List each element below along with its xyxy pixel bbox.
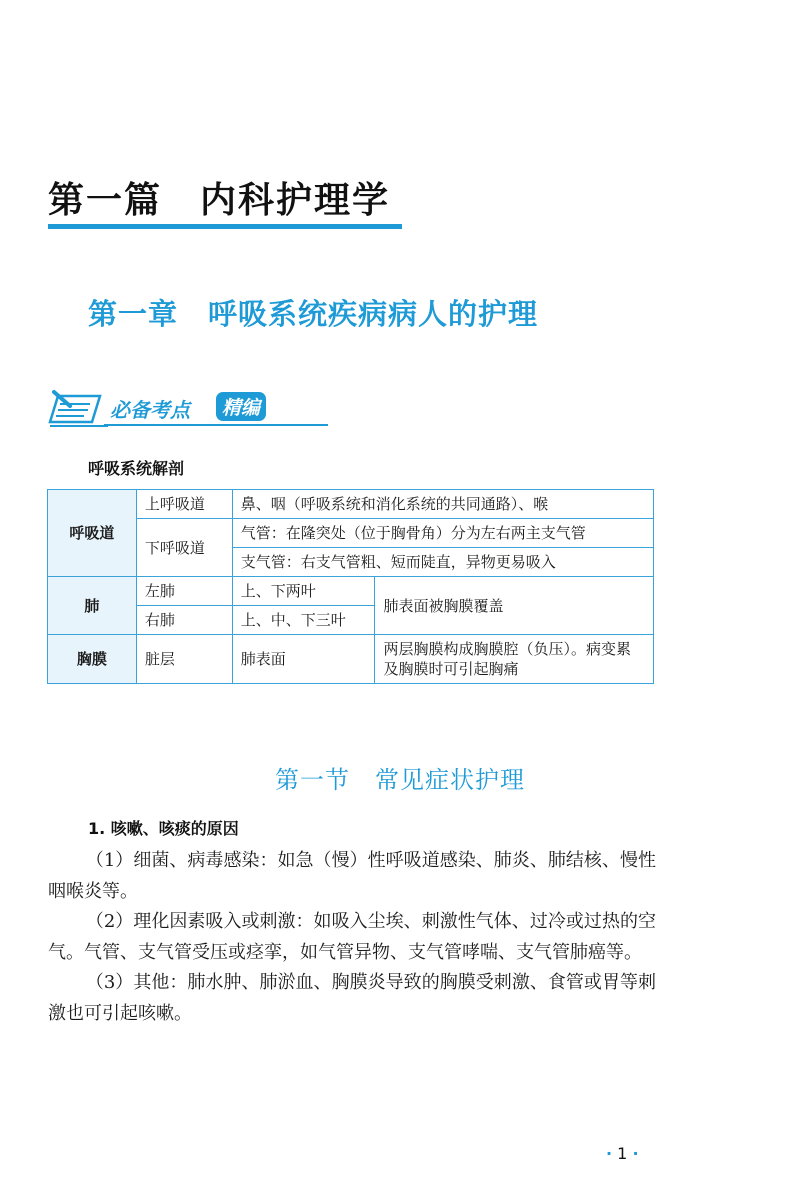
cell-trachea-desc: 气管：在隆突处（位于胸骨角）分为左右两主支气管	[232, 519, 653, 548]
note-pencil-icon	[48, 388, 110, 432]
banner-badge: 精编	[216, 392, 266, 421]
page-dot-left: ·	[606, 1144, 613, 1163]
table-row	[48, 490, 654, 519]
paragraph: （3）其他：肺水肿、肺淤血、胸膜炎导致的胸膜受刺激、食管或胃等刺激也可引起咳嗽。	[48, 972, 656, 1024]
row-head-airway: 呼吸道	[48, 490, 137, 577]
paragraph: （1）细菌、病毒感染：如急（慢）性呼吸道感染、肺炎、肺结核、慢性咽喉炎等。	[48, 850, 656, 902]
sub-heading: 1. 咳嗽、咳痰的原因	[88, 819, 239, 838]
cell-visceral-desc: 肺表面	[232, 635, 375, 684]
key-points-banner	[48, 388, 288, 436]
cell-right-lung: 右肺	[136, 606, 232, 635]
page-number-value: 1	[617, 1144, 628, 1163]
part-title: 第一篇 内科护理学	[48, 180, 391, 221]
banner-label: 必备考点	[110, 398, 190, 422]
page-number	[606, 1144, 639, 1163]
banner-underline	[104, 424, 328, 426]
cell-right-lung-desc: 上、中、下三叶	[232, 606, 375, 635]
cell-visceral-layer: 脏层	[136, 635, 232, 684]
cell-lung-note: 肺表面被胸膜覆盖	[375, 577, 654, 635]
section-title: 第一节 常见症状护理	[275, 766, 525, 794]
page-dot-right: ·	[632, 1144, 639, 1163]
cell-pleura-note: 两层胸膜构成胸膜腔（负压）。病变累及胸膜时可引起胸痛	[375, 635, 654, 684]
table-row	[48, 577, 654, 606]
body-text	[48, 846, 656, 1029]
cell-lower-airway: 下呼吸道	[136, 519, 232, 577]
cell-left-lung: 左肺	[136, 577, 232, 606]
anatomy-table	[47, 489, 654, 684]
table-row	[48, 519, 654, 548]
cell-upper-airway: 上呼吸道	[136, 490, 232, 519]
cell-left-lung-desc: 上、下两叶	[232, 577, 375, 606]
row-head-pleura: 胸膜	[48, 635, 137, 684]
paragraph: （2）理化因素吸入或刺激：如吸入尘埃、刺激性气体、过冷或过热的空气。气管、支气管受压或痉挛，如气管异物、支气管哮喘、支气管肺癌等。	[48, 911, 656, 963]
cell-bronchus-desc: 支气管：右支气管粗、短而陡直，异物更易吸入	[232, 548, 653, 577]
chapter-title: 第一章 呼吸系统疾病病人的护理	[88, 297, 539, 331]
row-head-lung: 肺	[48, 577, 137, 635]
cell-upper-airway-desc: 鼻、咽（呼吸系统和消化系统的共同通路）、喉	[232, 490, 653, 519]
table-caption: 呼吸系统解剖	[88, 459, 185, 478]
part-title-underline	[48, 224, 402, 229]
table-row	[48, 635, 654, 684]
